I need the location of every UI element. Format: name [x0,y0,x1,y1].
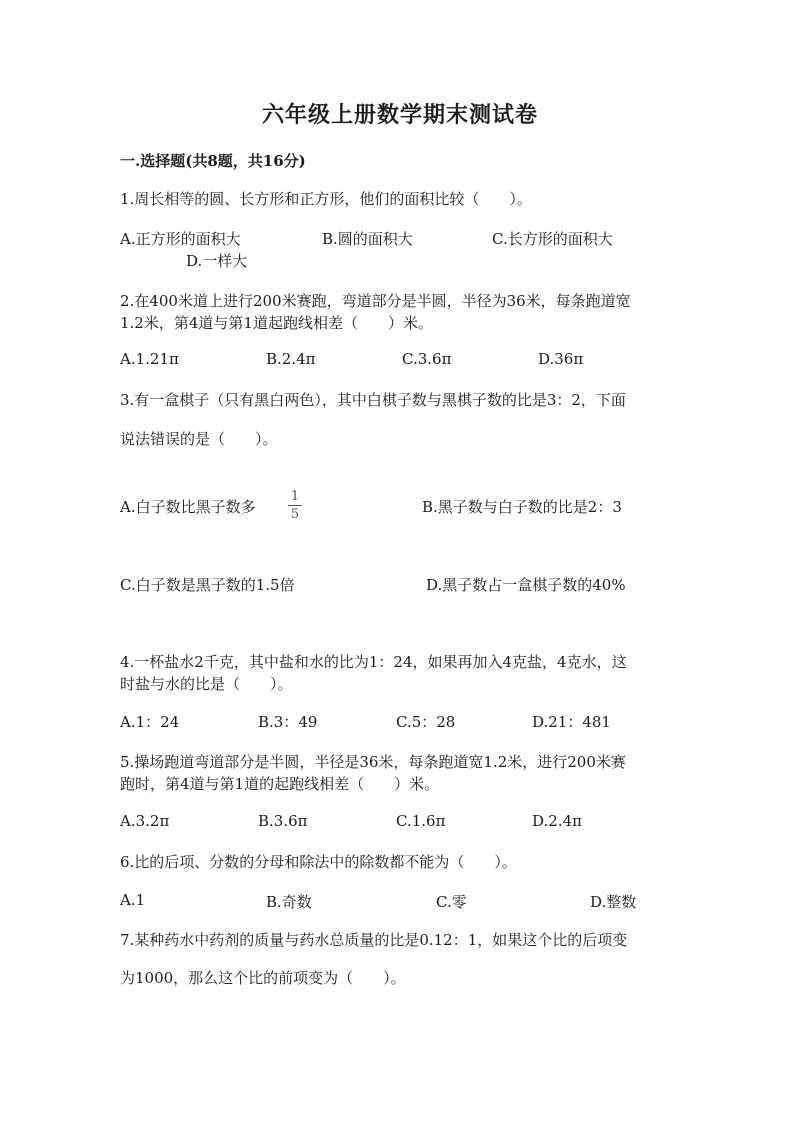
question-2-text-line-1: 2.在400米道上进行200米赛跑，弯道部分是半圆，半径为36米，每条跑道宽 [120,292,631,310]
question-3-option-b[interactable]: B.黑子数与白子数的比是2：3 [422,498,622,516]
question-6-option-c[interactable]: C.零 [436,893,467,911]
question-3-option-d[interactable]: D.黑子数占一盒棋子数的40% [426,576,626,594]
question-1-option-b[interactable]: B.圆的面积大 [322,230,413,248]
fraction-one-fifth [288,490,302,522]
question-4-option-a[interactable]: A.1：24 [120,713,180,731]
question-5-option-b[interactable]: B.3.6π [258,812,308,830]
fraction-denominator: 5 [290,507,300,522]
question-7-text-line-2: 为1000，那么这个比的前项变为（ ）。 [120,969,406,987]
section-heading: 一.选择题(共8题，共16分) [120,152,306,170]
question-1-option-d[interactable]: D.一样大 [186,252,248,270]
question-5-text-line-2: 跑时，第4道与第1道的起跑线相差（ ）米。 [120,775,440,793]
exam-title: 六年级上册数学期末测试卷 [261,102,538,128]
question-6-text: 6.比的后项、分数的分母和除法中的除数都不能为（ ）。 [120,853,517,871]
question-6-option-a[interactable]: A.1 [120,891,146,909]
question-2-option-d[interactable]: D.36π [538,350,584,368]
question-2-option-a[interactable]: A.1.21π [120,350,179,368]
question-6-option-b[interactable]: B.奇数 [266,893,312,911]
question-3-text-line-2: 说法错误的是（ ）。 [120,430,278,448]
question-3-option-a[interactable]: A.白子数比黑子数多 [120,498,256,516]
question-7-text-line-1: 7.某种药水中药剂的质量与药水总质量的比是0.12：1，如果这个比的后项变 [120,931,628,949]
question-4-text-line-1: 4.一杯盐水2千克，其中盐和水的比为1：24，如果再加入4克盐，4克水，这 [120,653,627,671]
question-1-option-a[interactable]: A.正方形的面积大 [120,230,241,248]
question-5-option-c[interactable]: C.1.6π [396,812,446,830]
fraction-numerator: 1 [290,489,300,504]
question-5-option-d[interactable]: D.2.4π [532,812,582,830]
question-4-text-line-2: 时盐与水的比是（ ）。 [120,675,293,693]
question-5-option-a[interactable]: A.3.2π [120,812,170,830]
question-2-text-line-2: 1.2米，第4道与第1道起跑线相差（ ）米。 [120,314,433,332]
question-5-text-line-1: 5.操场跑道弯道部分是半圆，半径是36米，每条跑道宽1.2米，进行200米赛 [120,753,626,771]
question-6-option-d[interactable]: D.整数 [590,893,637,911]
question-3-option-c[interactable]: C.白子数是黑子数的1.5倍 [120,576,295,594]
question-2-option-b[interactable]: B.2.4π [266,350,316,368]
question-2-option-c[interactable]: C.3.6π [402,350,452,368]
question-1-text: 1.周长相等的圆、长方形和正方形，他们的面积比较（ ）。 [120,190,532,208]
question-4-option-c[interactable]: C.5：28 [396,713,456,731]
question-4-option-b[interactable]: B.3：49 [258,713,318,731]
question-4-option-d[interactable]: D.21：481 [532,713,611,731]
question-1-option-c[interactable]: C.长方形的面积大 [492,230,613,248]
question-3-text-line-1: 3.有一盒棋子（只有黑白两色），其中白棋子数与黑棋子数的比是3：2，下面 [120,391,626,409]
fraction-bar [288,505,302,506]
